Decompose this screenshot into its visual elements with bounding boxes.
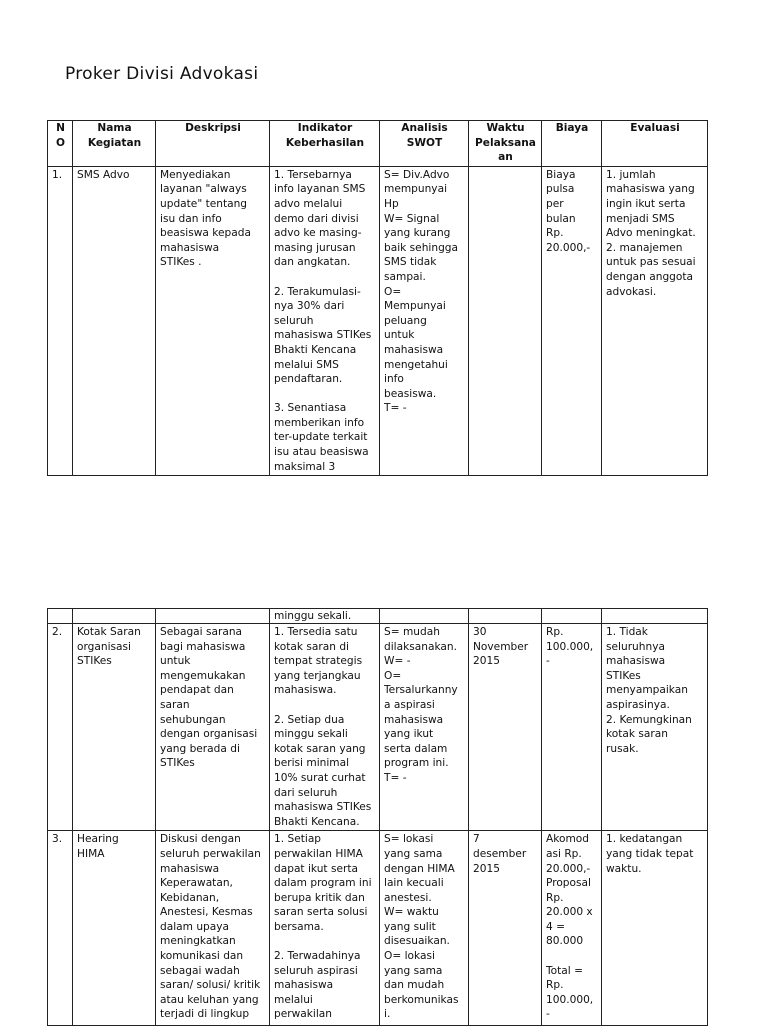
header-no: N O: [48, 121, 73, 167]
program-table-page-2: [47, 608, 708, 1026]
cell-swot: S= lokasi yang sama dengan HIMA lain kecuali anestesi. W= waktu yang sulit disesuaikan. O= lokasi yang sama dan mudah berkomunikas i.: [380, 831, 469, 1026]
cell-evaluasi: 1. Tidak seluruhnya mahasiswa STIKes menyampaikan aspirasinya. 2. Kemungkinan kotak saran rusak.: [602, 624, 708, 831]
program-table-page-1: [47, 120, 708, 476]
cell-evaluasi: 1. kedatangan yang tidak tepat waktu.: [602, 831, 708, 1026]
cell-no: 2.: [48, 624, 73, 831]
header-waktu: Waktu Pelaksana an: [469, 121, 542, 167]
table-row: [48, 624, 708, 831]
header-evaluasi: Evaluasi: [602, 121, 708, 167]
cell-deskripsi: Sebagai sarana bagi mahasiswa untuk mengemukakan pendapat dan saran sehubungan dengan organisasi yang berada di STIKes: [156, 624, 270, 831]
cell-indikator: 1. Tersebarnya info layanan SMS advo melalui demo dari divisi advo ke masing- masing jurusan dan angkatan. 2. Terakumulasi- nya 30% dari seluruh mahasiswa STIKes Bhakti Kencana melalui SMS pendaftaran. 3. Senantiasa memberikan info ter-update terkait isu atau beasiswa maksimal 3: [270, 166, 380, 475]
cell-waktu: [469, 166, 542, 475]
table-row: [48, 831, 708, 1026]
cell-swot: S= Div.Advo mempunyai Hp W= Signal yang kurang baik sehingga SMS tidak sampai. O= Mempunyai peluang untuk mahasiswa mengetahui info beasiswa. T= -: [380, 166, 469, 475]
header-indikator: Indikator Keberhasilan: [270, 121, 380, 167]
cell-deskripsi: Menyediakan layanan "always update" tentang isu dan info beasiswa kepada mahasiswa STIKes .: [156, 166, 270, 475]
cell-nama: Kotak Saran organisasi STIKes: [73, 624, 156, 831]
cell-waktu: 30 November 2015: [469, 624, 542, 831]
cell-waktu: 7 desember 2015: [469, 831, 542, 1026]
table-row: [48, 166, 708, 475]
header-deskripsi: Deskripsi: [156, 121, 270, 167]
cell-indikator: minggu sekali.: [270, 609, 380, 624]
cell-biaya: Rp. 100.000, -: [542, 624, 602, 831]
header-nama-kegiatan: Nama Kegiatan: [73, 121, 156, 167]
cell-deskripsi: Diskusi dengan seluruh perwakilan mahasiswa Keperawatan, Kebidanan, Anestesi, Kesmas dalam upaya meningkatkan komunikasi dan sebagai wadah saran/ solusi/ kritik atau keluhan yang terjadi di lingkup: [156, 831, 270, 1026]
cell-indikator: 1. Setiap perwakilan HIMA dapat ikut serta dalam program ini berupa kritik dan saran serta solusi bersama. 2. Terwadahinya seluruh aspirasi mahasiswa melalui perwakilan: [270, 831, 380, 1026]
cell-no: 1.: [48, 166, 73, 475]
table-row-continuation: [48, 609, 708, 624]
cell-indikator: 1. Tersedia satu kotak saran di tempat strategis yang terjangkau mahasiswa. 2. Setiap dua minggu sekali kotak saran yang berisi minimal 10% surat curhat dari seluruh mahasiswa STIKes Bhakti Kencana.: [270, 624, 380, 831]
document-title: Proker Divisi Advokasi: [65, 64, 259, 84]
cell-nama: [73, 609, 156, 624]
cell-biaya: Biaya pulsa per bulan Rp. 20.000,-: [542, 166, 602, 475]
header-biaya: Biaya: [542, 121, 602, 167]
cell-waktu: [469, 609, 542, 624]
cell-no: 3.: [48, 831, 73, 1026]
cell-evaluasi: 1. jumlah mahasiswa yang ingin ikut serta menjadi SMS Advo meningkat. 2. manajemen untuk pas sesuai dengan anggota advokasi.: [602, 166, 708, 475]
cell-biaya: Akomod asi Rp. 20.000,- Proposal Rp. 20.000 x 4 = 80.000 Total = Rp. 100.000, -: [542, 831, 602, 1026]
cell-deskripsi: [156, 609, 270, 624]
cell-biaya: [542, 609, 602, 624]
cell-swot: S= mudah dilaksanakan. W= - O= Tersalurkanny a aspirasi mahasiswa yang ikut serta dalam program ini. T= -: [380, 624, 469, 831]
cell-evaluasi: [602, 609, 708, 624]
header-swot: Analisis SWOT: [380, 121, 469, 167]
table-header-row: [48, 121, 708, 167]
cell-nama: Hearing HIMA: [73, 831, 156, 1026]
cell-swot: [380, 609, 469, 624]
cell-nama: SMS Advo: [73, 166, 156, 475]
cell-no: [48, 609, 73, 624]
